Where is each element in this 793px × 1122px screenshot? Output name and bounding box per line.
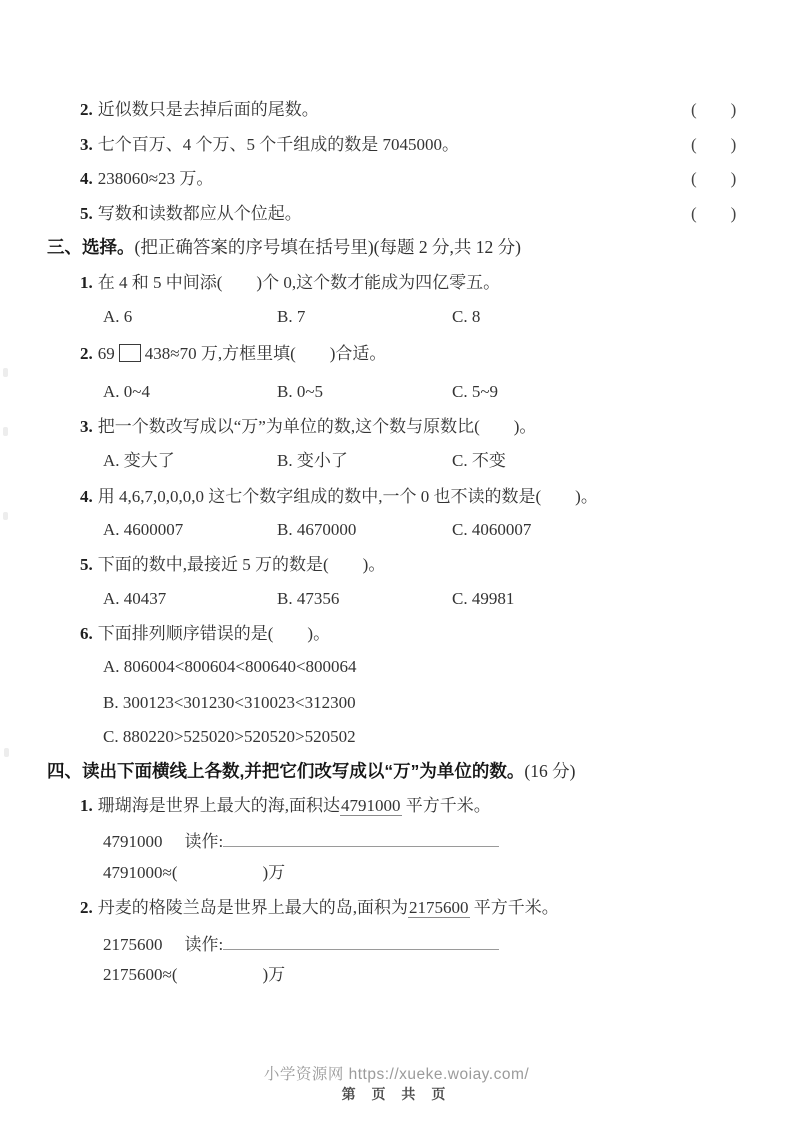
read-item-2-sentence (80, 897, 559, 919)
question-number: 1. (80, 273, 93, 292)
answer-bracket: ( ) (691, 135, 737, 154)
choice-q3-options (103, 450, 506, 472)
read-as-label: 读作: (184, 832, 224, 851)
underlined-number: 4791000 (341, 796, 401, 815)
judge-item-2 (80, 99, 793, 121)
question-text: 把一个数改写成以“万”为单位的数,这个数与原数比( )。 (97, 417, 537, 436)
sentence-pre: 珊瑚海是世界上最大的海,面积达 (97, 796, 340, 815)
choice-q6-option-b (103, 692, 356, 714)
section-four-title (47, 760, 575, 783)
option-c: C. 不变 (452, 451, 506, 470)
number-value: 4791000 (103, 832, 163, 851)
option-c: C. 49981 (452, 589, 515, 608)
choice-q5-options (103, 588, 514, 610)
question-number: 5. (80, 204, 93, 223)
choice-q4 (80, 486, 598, 508)
judge-text: 写数和读数都应从个位起。 (97, 204, 302, 223)
section-score-note: (16 分) (524, 761, 576, 781)
question-number: 2. (80, 100, 93, 119)
sentence-post: 平方千米。 (401, 796, 491, 815)
read-item-1-approx-line (103, 862, 285, 884)
answer-bracket: ( ) (691, 204, 737, 223)
scan-artifact (3, 427, 8, 436)
option-a: A. 变大了 (103, 451, 175, 470)
read-item-2-read-line (103, 934, 499, 956)
question-text: 下面排列顺序错误的是( )。 (97, 624, 331, 643)
option-a: A. 806004<800604<800640<800064 (103, 657, 357, 676)
question-text-pre: 69 (97, 344, 115, 363)
section-title-text: 四、读出下面横线上各数,并把它们改写成以“万”为单位的数。 (47, 761, 525, 781)
sentence-pre: 丹麦的格陵兰岛是世界上最大的岛,面积为 (97, 898, 408, 917)
option-b: B. 300123<301230<310023<312300 (103, 693, 356, 712)
read-as-label: 读作: (184, 935, 224, 954)
question-number: 4. (80, 169, 93, 188)
choice-q3 (80, 416, 536, 438)
read-item-2-approx-line (103, 964, 285, 986)
judge-item-3 (80, 134, 793, 156)
question-number: 6. (80, 624, 93, 643)
approx-expression: 2175600≈( )万 (103, 965, 286, 984)
option-b: B. 变小了 (277, 451, 348, 470)
question-text: 用 4,6,7,0,0,0,0 这七个数字组成的数中,一个 0 也不读的数是( )。 (97, 487, 598, 506)
judge-text: 近似数只是去掉后面的尾数。 (97, 100, 319, 119)
option-b: B. 47356 (277, 589, 340, 608)
answer-bracket: ( ) (691, 100, 737, 119)
question-number: 3. (80, 135, 93, 154)
question-number: 4. (80, 487, 93, 506)
option-c: C. 4060007 (452, 520, 532, 539)
read-item-1-sentence (80, 795, 491, 817)
underlined-number: 2175600 (409, 898, 469, 917)
judge-item-4 (80, 168, 793, 190)
read-item-1-read-line (103, 831, 499, 853)
judge-item-5 (80, 203, 793, 225)
choice-q6 (80, 623, 330, 645)
question-number: 5. (80, 555, 93, 574)
question-text-post: 438≈70 万,方框里填( )合适。 (144, 344, 387, 363)
section-title-note: (把正确答案的序号填在括号里)(每题 2 分,共 12 分) (134, 237, 521, 257)
answer-blank-line (223, 832, 499, 847)
option-a: A. 6 (103, 307, 133, 326)
answer-bracket: ( ) (691, 169, 737, 188)
choice-q1 (80, 272, 500, 294)
choice-q6-option-c (103, 726, 356, 748)
question-number: 2. (80, 344, 93, 363)
question-number: 2. (80, 898, 93, 917)
choice-q2-options (103, 381, 498, 403)
option-c: C. 5~9 (452, 382, 499, 401)
option-a: A. 4600007 (103, 520, 184, 539)
option-b: B. 0~5 (277, 382, 324, 401)
section-title-text: 三、选择。 (47, 237, 135, 257)
option-c: C. 880220>525020>520520>520502 (103, 727, 356, 746)
choice-q1-options (103, 306, 480, 328)
footer-page-indicator: 第 页 共 页 (341, 1086, 452, 1102)
fill-in-box (119, 344, 141, 362)
choice-q4-options (103, 519, 531, 541)
choice-q5 (80, 554, 385, 576)
question-number: 1. (80, 796, 93, 815)
approx-expression: 4791000≈( )万 (103, 863, 286, 882)
number-value: 2175600 (103, 935, 163, 954)
option-a: A. 40437 (103, 589, 167, 608)
judge-text: 238060≈23 万。 (97, 169, 214, 188)
scan-artifact (3, 368, 8, 377)
choice-q6-option-a (103, 656, 357, 678)
option-b: B. 7 (277, 307, 306, 326)
question-text: 在 4 和 5 中间添( )个 0,这个数才能成为四亿零五。 (97, 273, 501, 292)
choice-q2 (80, 343, 386, 365)
question-number: 3. (80, 417, 93, 436)
option-b: B. 4670000 (277, 520, 357, 539)
section-three-title (47, 236, 521, 259)
scan-artifact (3, 512, 8, 520)
option-c: C. 8 (452, 307, 481, 326)
footer-site-url: 小学资源网 https://xueke.woiay.com/ (263, 1066, 530, 1083)
question-text: 下面的数中,最接近 5 万的数是( )。 (97, 555, 386, 574)
judge-text: 七个百万、4 个万、5 个千组成的数是 7045000。 (97, 135, 459, 154)
sentence-post: 平方千米。 (469, 898, 559, 917)
option-a: A. 0~4 (103, 382, 150, 401)
scan-artifact (4, 748, 9, 757)
answer-blank-line (223, 935, 499, 950)
